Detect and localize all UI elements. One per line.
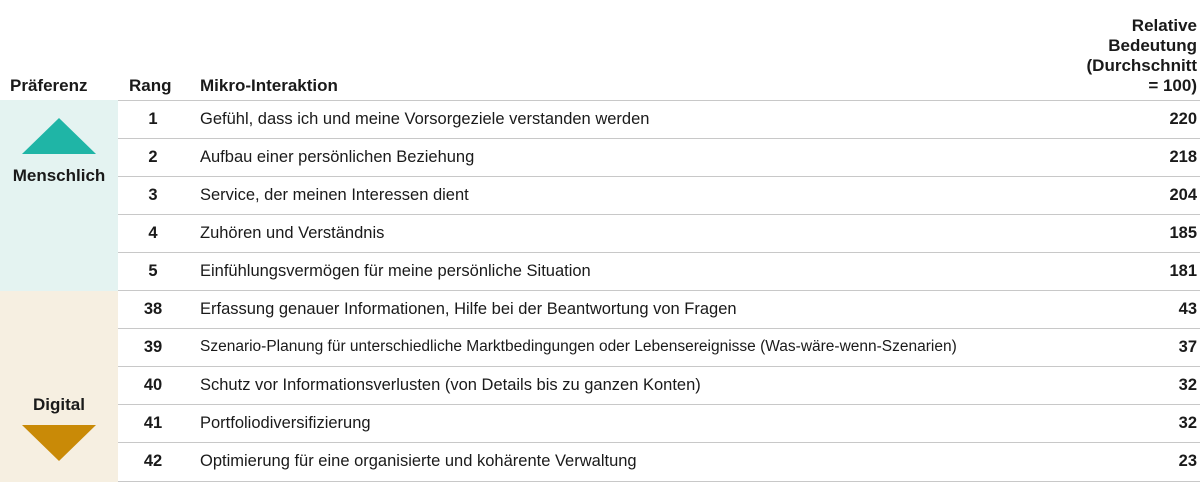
rank-cell: 39 [143, 338, 163, 356]
group-digital [0, 291, 118, 482]
rank-cell: 5 [148, 262, 158, 280]
interaction-cell: Portfoliodiversifizierung [200, 414, 371, 432]
table-row [118, 100, 1200, 138]
interaction-cell: Gefühl, dass ich und meine Vorsorgeziele verstanden werden [200, 110, 650, 128]
value-cell: 220 [1169, 110, 1197, 128]
interaction-cell: Szenario-Planung für unterschiedliche Marktbedingungen oder Lebensereignisse (Was-wäre-wenn-Szenarien) [200, 338, 957, 355]
rank-cell: 38 [143, 300, 163, 318]
value-cell: 181 [1169, 262, 1197, 280]
rank-cell: 1 [148, 110, 158, 128]
value-cell: 32 [1178, 376, 1197, 394]
rank-cell: 40 [143, 376, 163, 394]
header-preference: Präferenz [10, 76, 88, 95]
table-row [118, 214, 1200, 252]
rank-cell: 42 [143, 452, 163, 470]
rank-cell: 4 [148, 224, 158, 242]
table-row [118, 442, 1200, 480]
triangle-down-icon [22, 425, 96, 461]
interaction-cell: Erfassung genauer Informationen, Hilfe bei der Beantwortung von Fragen [200, 300, 737, 318]
group-human-label: Menschlich [12, 166, 106, 185]
triangle-up-icon [22, 118, 96, 154]
interaction-cell: Aufbau einer persönlichen Beziehung [200, 148, 475, 166]
header-micro-interaction: Mikro-Interaktion [200, 76, 338, 95]
header-rank: Rang [129, 76, 172, 95]
value-cell: 23 [1178, 452, 1197, 470]
table-row [118, 176, 1200, 214]
table-row [118, 252, 1200, 290]
table-row [118, 328, 1200, 366]
value-cell: 43 [1178, 300, 1197, 318]
interaction-cell: Schutz vor Informationsverlusten (von Details bis zu ganzen Konten) [200, 376, 701, 394]
table-row [118, 290, 1200, 328]
interaction-cell: Optimierung für eine organisierte und kohärente Verwaltung [200, 452, 637, 470]
interaction-cell: Einfühlungsvermögen für meine persönliche Situation [200, 262, 591, 280]
table-row [118, 138, 1200, 176]
interaction-cell: Service, der meinen Interessen dient [200, 186, 469, 204]
rank-cell: 3 [148, 186, 158, 204]
group-digital-label: Digital [33, 395, 85, 414]
interaction-cell: Zuhören und Verständnis [200, 224, 385, 242]
header-relative-importance: Relative Bedeutung (Durchschnitt = 100) [1086, 16, 1197, 95]
value-cell: 218 [1169, 148, 1197, 166]
value-cell: 37 [1178, 338, 1197, 356]
group-human [0, 100, 118, 291]
value-cell: 32 [1178, 414, 1197, 432]
value-cell: 185 [1169, 224, 1197, 242]
rank-cell: 2 [148, 148, 158, 166]
value-cell: 204 [1169, 186, 1197, 204]
table-row [118, 404, 1200, 442]
rank-cell: 41 [143, 414, 163, 432]
table-body [118, 100, 1200, 480]
table-header [0, 0, 1200, 100]
table-row [118, 366, 1200, 404]
